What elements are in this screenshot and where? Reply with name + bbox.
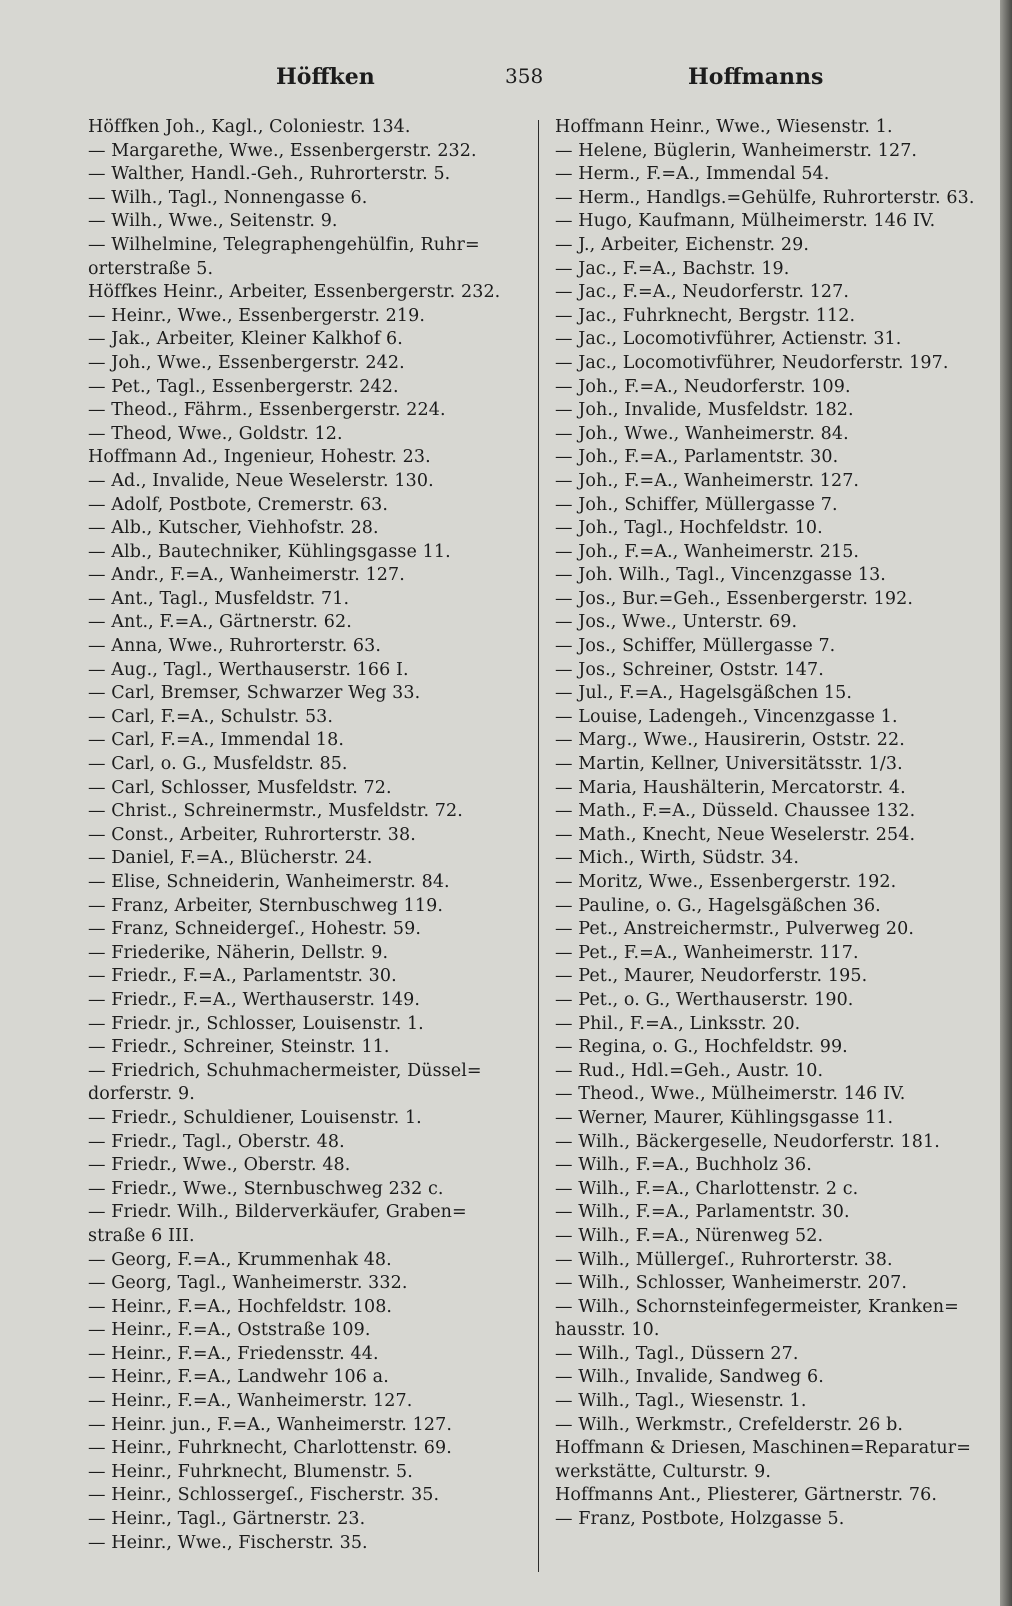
directory-entry-line: — Heinr., F.=A., Friedensstr. 44. bbox=[88, 1343, 379, 1364]
directory-entry-line: — Joh., Invalide, Musfeldstr. 182. bbox=[555, 400, 854, 421]
directory-entry-line: — Jac., Fuhrknecht, Bergstr. 112. bbox=[555, 305, 856, 326]
directory-entry-line: straße 6 III. bbox=[88, 1225, 195, 1246]
directory-entry-line: — Alb., Bautechniker, Kühlingsgasse 11. bbox=[88, 541, 451, 562]
directory-entry-line: — Joh., F.=A., Wanheimerstr. 215. bbox=[555, 541, 860, 562]
directory-entry-line: — Louise, Ladengeh., Vincenzgasse 1. bbox=[555, 706, 898, 727]
directory-entry-line: dorferstr. 9. bbox=[88, 1084, 195, 1105]
directory-entry-line: — Wilh., Müllergeſ., Ruhrorterstr. 38. bbox=[555, 1249, 893, 1270]
directory-entry-line: — Friedr., Schuldiener, Louisenstr. 1. bbox=[88, 1107, 422, 1128]
directory-entry-line: — Pet., F.=A., Wanheimerstr. 117. bbox=[555, 942, 859, 963]
directory-entry-line: — Wilh., Tagl., Düssern 27. bbox=[555, 1343, 799, 1364]
directory-entry-line: — Pet., Anstreichermstr., Pulverweg 20. bbox=[555, 919, 914, 940]
directory-entry-line: — Mich., Wirth, Südstr. 34. bbox=[555, 848, 799, 869]
directory-entry-line: — Phil., F.=A., Linksstr. 20. bbox=[555, 1013, 801, 1034]
directory-entry-line: — Carl, F.=A., Schulstr. 53. bbox=[88, 706, 334, 727]
directory-entry-line: — Friedr., F.=A., Parlamentstr. 30. bbox=[88, 966, 397, 987]
directory-entry-line: — Friedr., F.=A., Werthauserstr. 149. bbox=[88, 989, 421, 1010]
directory-entry-line: — Jac., F.=A., Neudorferstr. 127. bbox=[555, 282, 850, 303]
directory-entry-line: — Friedrich, Schuhmachermeister, Düssel= bbox=[88, 1060, 482, 1081]
directory-entry-line: — Friedr. jr., Schlosser, Louisenstr. 1. bbox=[88, 1013, 424, 1034]
directory-entry-line: — Joh., Tagl., Hochfeldstr. 10. bbox=[555, 518, 823, 539]
directory-entry-line: — Helene, Büglerin, Wanheimerstr. 127. bbox=[555, 140, 918, 161]
directory-entry-line: — Joh. Wilh., Tagl., Vincenzgasse 13. bbox=[555, 565, 886, 586]
directory-entry-line: — Jos., Schiffer, Müllergasse 7. bbox=[555, 636, 836, 657]
directory-entry-line: — Heinr., Wwe., Fischerstr. 35. bbox=[88, 1532, 368, 1553]
directory-entry-line: — Pet., Tagl., Essenbergerstr. 242. bbox=[88, 376, 399, 397]
directory-entry-line: Hoffmann Ad., Ingenieur, Hohestr. 23. bbox=[88, 447, 431, 468]
directory-entry-line: — Adolf, Postbote, Cremerstr. 63. bbox=[88, 494, 389, 515]
directory-entry-line: — Anna, Wwe., Ruhrorterstr. 63. bbox=[88, 636, 382, 657]
directory-entry-line: Hoffmann Heinr., Wwe., Wiesenstr. 1. bbox=[555, 117, 893, 137]
directory-entry-line: — Heinr., F.=A., Wanheimerstr. 127. bbox=[88, 1391, 413, 1412]
directory-entry-line: — Margarethe, Wwe., Essenbergerstr. 232. bbox=[88, 140, 477, 161]
directory-entry-line: — Pet., o. G., Werthauserstr. 190. bbox=[555, 989, 854, 1010]
directory-entry-line: Hoffmanns Ant., Pliesterer, Gärtnerstr. 76. bbox=[555, 1485, 937, 1506]
directory-entry-line: — Wilh., Tagl., Nonnengasse 6. bbox=[88, 187, 368, 208]
directory-entry-line: — Wilh., F.=A., Parlamentstr. 30. bbox=[555, 1202, 850, 1223]
directory-entry-line: — Heinr. jun., F.=A., Wanheimerstr. 127. bbox=[88, 1414, 452, 1435]
directory-entry-line: — Andr., F.=A., Wanheimerstr. 127. bbox=[88, 565, 405, 586]
directory-entry-line: — Carl, o. G., Musfeldstr. 85. bbox=[88, 754, 348, 775]
directory-entry-line: — Martin, Kellner, Universitätsstr. 1/3. bbox=[555, 754, 903, 775]
directory-entry-line: — Wilh., Werkmstr., Crefelderstr. 26 b. bbox=[555, 1414, 904, 1435]
page-number: 358 bbox=[505, 64, 544, 88]
directory-entry-line: — Daniel, F.=A., Blücherstr. 24. bbox=[88, 848, 373, 869]
directory-entry-line: — Franz, Arbeiter, Sternbuschweg 119. bbox=[88, 895, 444, 916]
directory-entry-line: — Werner, Maurer, Kühlingsgasse 11. bbox=[555, 1107, 894, 1128]
header-right-keyword: Hoffmanns bbox=[688, 64, 824, 90]
directory-entry-line: Höffken Joh., Kagl., Coloniestr. 134. bbox=[88, 117, 411, 137]
directory-entry-line: — Heinr., Schlossergeſ., Fischerstr. 35. bbox=[88, 1485, 440, 1506]
directory-entry-line: — Heinr., Fuhrknecht, Blumenstr. 5. bbox=[88, 1461, 413, 1482]
directory-entry-line: — Wilh., Invalide, Sandweg 6. bbox=[555, 1367, 824, 1388]
page-edge-shadow bbox=[1000, 0, 1012, 1606]
directory-entry-line: — Joh., F.=A., Parlamentstr. 30. bbox=[555, 447, 839, 468]
directory-entry-line: — Jul., F.=A., Hagelsgäßchen 15. bbox=[555, 683, 853, 704]
directory-entry-line: Hoffmann & Driesen, Maschinen=Reparatur= bbox=[555, 1438, 971, 1459]
directory-entry-line: — Herm., Handlgs.=Gehülfe, Ruhrorterstr. 63. bbox=[555, 187, 975, 208]
directory-entry-line: — Rud., Hdl.=Geh., Austr. 10. bbox=[555, 1060, 824, 1081]
directory-entry-line: — Aug., Tagl., Werthauserstr. 166 I. bbox=[88, 659, 409, 680]
directory-entry-line: — Franz, Postbote, Holzgasse 5. bbox=[555, 1509, 845, 1530]
directory-entry-line: — Franz, Schneidergeſ., Hohestr. 59. bbox=[88, 919, 421, 940]
directory-entry-line: — Regina, o. G., Hochfeldstr. 99. bbox=[555, 1037, 848, 1058]
directory-entry-line: — Christ., Schreinermstr., Musfeldstr. 72. bbox=[88, 801, 463, 822]
directory-entry-line: — Joh., Wwe., Essenbergerstr. 242. bbox=[88, 352, 405, 373]
directory-entry-line: — Georg, F.=A., Krummenhak 48. bbox=[88, 1249, 392, 1270]
directory-entry-line: — Marg., Wwe., Hausirerin, Oststr. 22. bbox=[555, 730, 905, 751]
directory-entry-line: werkstätte, Culturstr. 9. bbox=[555, 1461, 772, 1482]
directory-entry-line: — Const., Arbeiter, Ruhrorterstr. 38. bbox=[88, 824, 416, 845]
directory-entry-line: — Friedr., Schreiner, Steinstr. 11. bbox=[88, 1037, 390, 1058]
page-header bbox=[0, 64, 1000, 98]
header-left-keyword: Höffken bbox=[276, 64, 375, 90]
directory-entry-line: — Wilh., F.=A., Nürenweg 52. bbox=[555, 1225, 824, 1246]
directory-entry-line: — Joh., Wwe., Wanheimerstr. 84. bbox=[555, 423, 849, 444]
directory-entry-line: — Wilh., Wwe., Seitenstr. 9. bbox=[88, 211, 338, 232]
left-column bbox=[88, 116, 528, 1555]
directory-entry-line: — Walther, Handl.-Geh., Ruhrorterstr. 5. bbox=[88, 164, 451, 185]
directory-entry-line: — Wilh., F.=A., Buchholz 36. bbox=[555, 1155, 812, 1176]
directory-entry-line: — Joh., Schiffer, Müllergasse 7. bbox=[555, 494, 838, 515]
directory-entry-line: — Jak., Arbeiter, Kleiner Kalkhof 6. bbox=[88, 329, 403, 350]
column-divider bbox=[538, 120, 539, 1572]
directory-entry-line: — Wilh., F.=A., Charlottenstr. 2 c. bbox=[555, 1178, 859, 1199]
directory-entry-line: — Heinr., F.=A., Hochfeldstr. 108. bbox=[88, 1296, 393, 1317]
directory-entry-line: — Hugo, Kaufmann, Mülheimerstr. 146 IV. bbox=[555, 211, 936, 232]
directory-entry-line: Höffkes Heinr., Arbeiter, Essenbergerstr. 232. bbox=[88, 282, 501, 303]
directory-entry-line: — Math., Knecht, Neue Weselerstr. 254. bbox=[555, 824, 916, 845]
directory-entry-line: — Maria, Haushälterin, Mercatorstr. 4. bbox=[555, 777, 906, 798]
directory-entry-line: — Ant., Tagl., Musfeldstr. 71. bbox=[88, 588, 350, 609]
directory-entry-line: — Jos., Schreiner, Oststr. 147. bbox=[555, 659, 824, 680]
directory-entry-line: — Carl, Schlosser, Musfeldstr. 72. bbox=[88, 777, 392, 798]
directory-entry-line: — Wilh., Schornsteinfegermeister, Kranken= bbox=[555, 1296, 959, 1317]
directory-entry-line: — Joh., F.=A., Neudorferstr. 109. bbox=[555, 376, 851, 397]
right-column bbox=[555, 116, 987, 1532]
directory-entry-line: — Friederike, Näherin, Dellstr. 9. bbox=[88, 942, 389, 963]
directory-entry-line: — Moritz, Wwe., Essenbergerstr. 192. bbox=[555, 872, 897, 892]
directory-entry-line: — Joh., F.=A., Wanheimerstr. 127. bbox=[555, 470, 860, 491]
directory-entry-line: — Herm., F.=A., Immendal 54. bbox=[555, 164, 830, 185]
directory-entry-line: — Wilh., Tagl., Wiesenstr. 1. bbox=[555, 1391, 807, 1412]
directory-entry-line: — Wilh., Bäckergeselle, Neudorferstr. 181. bbox=[555, 1131, 940, 1152]
directory-entry-line: — Heinr., Tagl., Gärtnerstr. 23. bbox=[88, 1509, 366, 1530]
directory-entry-line: — Heinr., Wwe., Essenbergerstr. 219. bbox=[88, 305, 426, 326]
directory-entry-line: — Ad., Invalide, Neue Weselerstr. 130. bbox=[88, 470, 434, 491]
directory-entry-line: — Friedr., Wwe., Sternbuschweg 232 c. bbox=[88, 1178, 444, 1199]
directory-entry-line: — Jac., Locomotivführer, Neudorferstr. 197. bbox=[555, 352, 949, 373]
directory-entry-line: — Friedr., Wwe., Oberstr. 48. bbox=[88, 1155, 351, 1176]
directory-entry-line: — Ant., F.=A., Gärtnerstr. 62. bbox=[88, 612, 352, 633]
directory-entry-line: — Heinr., F.=A., Landwehr 106 a. bbox=[88, 1367, 389, 1388]
directory-entry-line: orterstraße 5. bbox=[88, 258, 214, 279]
directory-entry-line: — Wilh., Schlosser, Wanheimerstr. 207. bbox=[555, 1273, 908, 1294]
directory-entry-line: — Friedr. Wilh., Bilderverkäufer, Graben= bbox=[88, 1202, 467, 1223]
directory-entry-line: — Theod., Fährm., Essenbergerstr. 224. bbox=[88, 400, 446, 421]
directory-entry-line: — Pet., Maurer, Neudorferstr. 195. bbox=[555, 966, 868, 987]
directory-entry-line: — Wilhelmine, Telegraphengehülfin, Ruhr= bbox=[88, 234, 480, 255]
directory-entry-line: — Theod., Wwe., Mülheimerstr. 146 IV. bbox=[555, 1084, 906, 1105]
directory-entry-line: — Pauline, o. G., Hagelsgäßchen 36. bbox=[555, 895, 881, 916]
directory-entry-line: — Carl, Bremser, Schwarzer Weg 33. bbox=[88, 683, 421, 704]
directory-entry-line: — Jos., Bur.=Geh., Essenbergerstr. 192. bbox=[555, 588, 914, 609]
directory-entry-line: — Jos., Wwe., Unterstr. 69. bbox=[555, 612, 798, 633]
directory-entry-line: — Carl, F.=A., Immendal 18. bbox=[88, 730, 344, 751]
directory-entry-line: — Georg, Tagl., Wanheimerstr. 332. bbox=[88, 1273, 408, 1294]
directory-entry-line: — Alb., Kutscher, Viehhofstr. 28. bbox=[88, 518, 379, 539]
directory-entry-line: — Theod, Wwe., Goldstr. 12. bbox=[88, 423, 343, 444]
directory-entry-line: hausstr. 10. bbox=[555, 1320, 660, 1341]
directory-entry-line: — Jac., F.=A., Bachstr. 19. bbox=[555, 258, 790, 279]
directory-entry-line: — J., Arbeiter, Eichenstr. 29. bbox=[555, 234, 810, 255]
directory-entry-line: — Heinr., F.=A., Oststraße 109. bbox=[88, 1320, 371, 1341]
directory-entry-line: — Jac., Locomotivführer, Actienstr. 31. bbox=[555, 329, 902, 350]
directory-entry-line: — Math., F.=A., Düsseld. Chaussee 132. bbox=[555, 801, 916, 822]
directory-entry-line: — Heinr., Fuhrknecht, Charlottenstr. 69. bbox=[88, 1438, 452, 1459]
directory-entry-line: — Elise, Schneiderin, Wanheimerstr. 84. bbox=[88, 872, 450, 892]
directory-entry-line: — Friedr., Tagl., Oberstr. 48. bbox=[88, 1131, 345, 1152]
